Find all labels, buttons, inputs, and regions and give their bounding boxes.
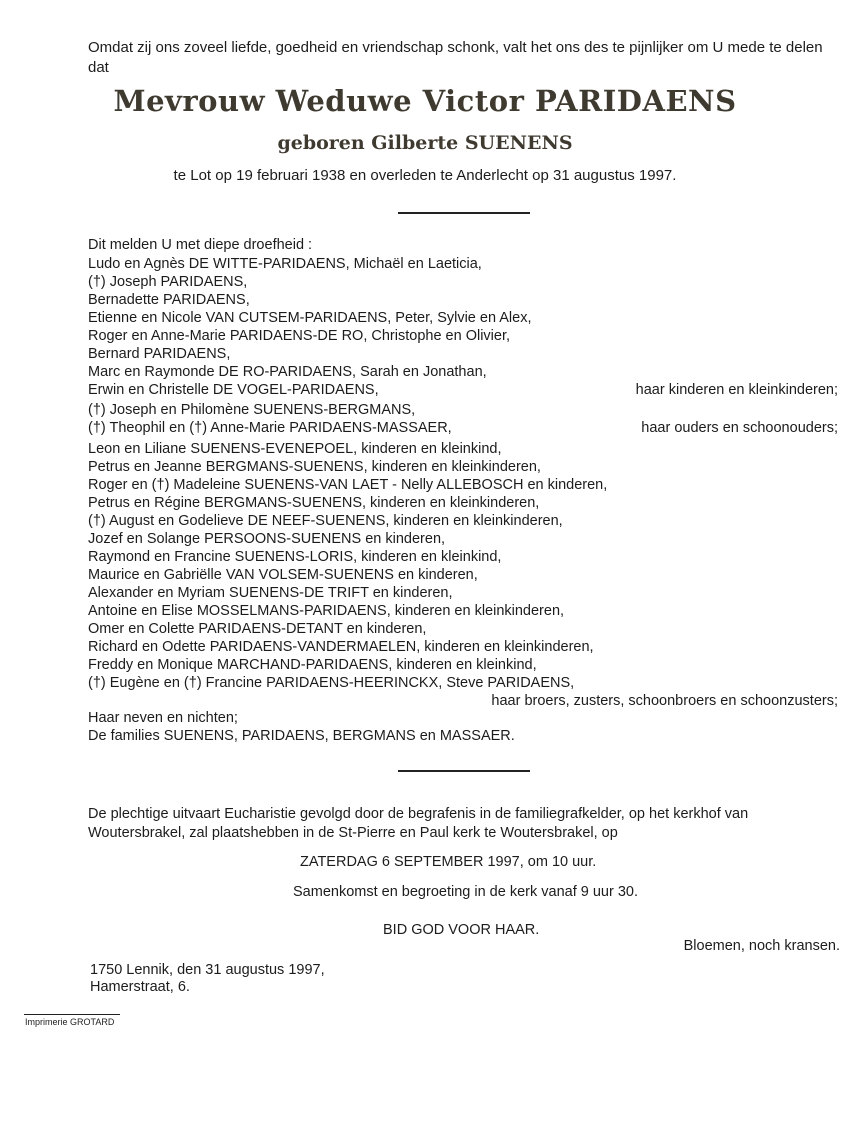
divider-top bbox=[398, 212, 530, 214]
mourner-line: Roger en Anne-Marie PARIDAENS-DE RO, Christophe en Olivier, bbox=[88, 328, 511, 344]
intro-text: Omdat zij ons zoveel liefde, goedheid en vriendschap schonk, valt het ons des te pijnlijker om U mede te delen dat bbox=[88, 39, 823, 76]
life-dates: te Lot op 19 februari 1938 en overleden te Anderlecht op 31 augustus 1997. bbox=[173, 167, 677, 184]
mourner-line: De families SUENENS, PARIDAENS, BERGMANS en MASSAER. bbox=[88, 728, 515, 744]
service-date: ZATERDAG 6 SEPTEMBER 1997, om 10 uur. bbox=[300, 854, 597, 870]
gathering-text: Samenkomst en begroeting in de kerk vanaf 9 uur 30. bbox=[293, 884, 638, 900]
mourner-line: Freddy en Monique MARCHAND-PARIDAENS, kinderen en kleinkind, bbox=[88, 657, 537, 673]
mourner-line: (†) Joseph PARIDAENS, bbox=[88, 274, 248, 290]
address-line: Hamerstraat, 6. bbox=[90, 979, 190, 995]
mourner-line: Bernard PARIDAENS, bbox=[88, 346, 231, 362]
funeral-text: De plechtige uitvaart Eucharistie gevolgd door de begrafenis in de familiegrafkelder, op het kerkhof van Woutersbrakel, zal plaatshebben in de St-Pierre en Paul kerk te Woutersbrakel, op bbox=[88, 806, 749, 841]
mourner-line: Leon en Liliane SUENENS-EVENEPOEL, kinderen en kleinkind, bbox=[88, 441, 502, 457]
mourner-line: (†) Joseph en Philomène SUENENS-BERGMANS, bbox=[88, 402, 416, 418]
printer-rule bbox=[24, 1014, 120, 1015]
children-label: haar kinderen en kleinkinderen; bbox=[635, 382, 838, 398]
mourner-line: (†) August en Godelieve DE NEEF-SUENENS, kinderen en kleinkinderen, bbox=[88, 513, 563, 529]
mourner-line: Roger en (†) Madeleine SUENENS-VAN LAET - Nelly ALLEBOSCH en kinderen, bbox=[88, 477, 608, 493]
mourner-line: Marc en Raymonde DE RO-PARIDAENS, Sarah en Jonathan, bbox=[88, 364, 487, 380]
mourner-line: Richard en Odette PARIDAENS-VANDERMAELEN, kinderen en kleinkinderen, bbox=[88, 639, 594, 655]
mourner-line: Erwin en Christelle DE VOGEL-PARIDAENS, bbox=[88, 382, 379, 398]
mourner-line: Petrus en Régine BERGMANS-SUENENS, kinderen en kleinkinderen, bbox=[88, 495, 540, 511]
mourner-line: Maurice en Gabriëlle VAN VOLSEM-SUENENS en kinderen, bbox=[88, 567, 478, 583]
siblings-label: haar broers, zusters, schoonbroers en schoonzusters; bbox=[491, 693, 838, 709]
mourner-line: Omer en Colette PARIDAENS-DETANT en kinderen, bbox=[88, 621, 427, 637]
printer-credit: Imprimerie GROTARD bbox=[25, 1017, 115, 1027]
mourner-line: Dit melden U met diepe droefheid : bbox=[88, 237, 313, 253]
mourner-line: Haar neven en nichten; bbox=[88, 710, 238, 726]
mourner-line: Alexander en Myriam SUENENS-DE TRIFT en kinderen, bbox=[88, 585, 453, 601]
deceased-name: Mevrouw Weduwe Victor PARIDAENS bbox=[113, 84, 737, 118]
mourner-line: Raymond en Francine SUENENS-LORIS, kinderen en kleinkind, bbox=[88, 549, 502, 565]
mourner-line: Petrus en Jeanne BERGMANS-SUENENS, kinderen en kleinkinderen, bbox=[88, 459, 541, 475]
address-line: 1750 Lennik, den 31 augustus 1997, bbox=[90, 962, 325, 978]
mourner-line: (†) Theophil en (†) Anne-Marie PARIDAENS-MASSAER, bbox=[88, 420, 452, 436]
mourner-line: Bernadette PARIDAENS, bbox=[88, 292, 250, 308]
mourner-line: Ludo en Agnès DE WITTE-PARIDAENS, Michaël en Laeticia, bbox=[88, 256, 482, 272]
parents-label: haar ouders en schoonouders; bbox=[641, 420, 838, 436]
birth-name: geboren Gilberte SUENENS bbox=[277, 132, 573, 154]
mourner-line: Antoine en Elise MOSSELMANS-PARIDAENS, kinderen en kleinkinderen, bbox=[88, 603, 565, 619]
flowers-text: Bloemen, noch kransen. bbox=[683, 938, 840, 954]
prayer-text: BID GOD VOOR HAAR. bbox=[383, 922, 540, 938]
mourner-line: Jozef en Solange PERSOONS-SUENENS en kinderen, bbox=[88, 531, 446, 547]
mourner-line: Etienne en Nicole VAN CUTSEM-PARIDAENS, Peter, Sylvie en Alex, bbox=[88, 310, 532, 326]
divider-bottom bbox=[398, 770, 530, 772]
mourner-line: (†) Eugène en (†) Francine PARIDAENS-HEERINCKX, Steve PARIDAENS, bbox=[88, 675, 575, 691]
